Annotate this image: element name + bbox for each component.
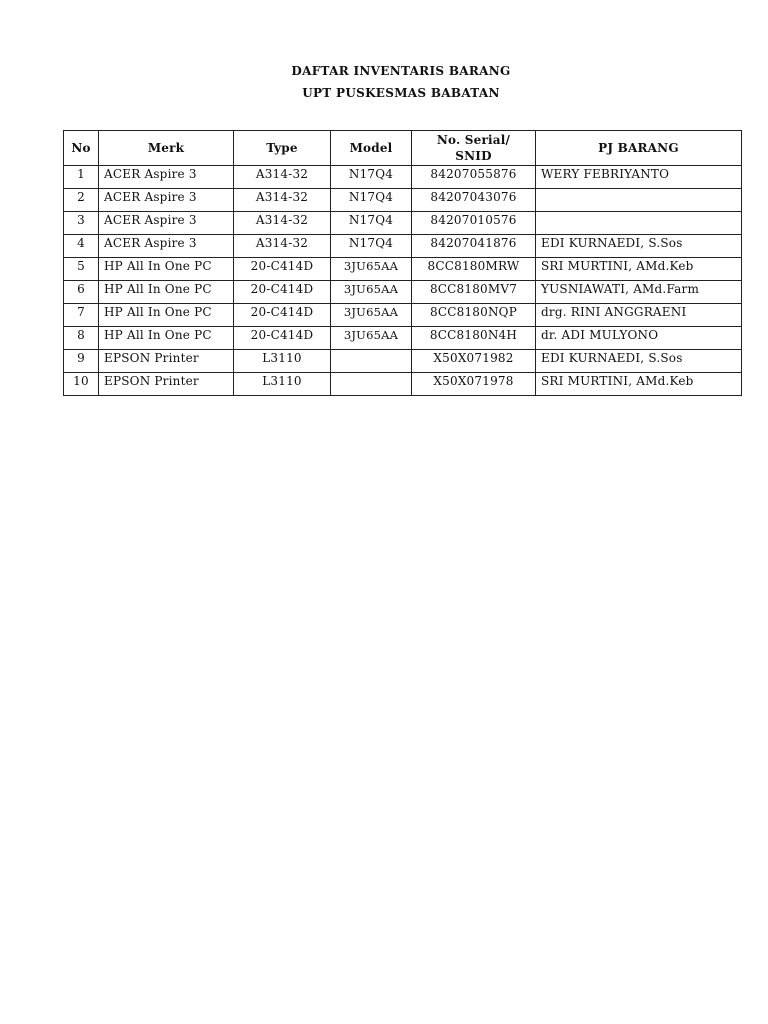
cell-pj: EDI KURNAEDI, S.Sos	[536, 350, 742, 373]
cell-serial: 84207043076	[412, 189, 536, 212]
cell-type: A314-32	[234, 235, 331, 258]
cell-merk: ACER Aspire 3	[99, 189, 234, 212]
header-serial-line1: No. Serial/	[436, 133, 511, 147]
table-header-row	[64, 131, 742, 166]
table-row	[64, 189, 742, 212]
header-pj: PJ BARANG	[536, 131, 742, 166]
cell-serial: 8CC8180N4H	[412, 327, 536, 350]
cell-model: N17Q4	[331, 166, 412, 189]
cell-model: 3JU65AA	[331, 304, 412, 327]
cell-model	[331, 350, 412, 373]
cell-serial: 8CC8180NQP	[412, 304, 536, 327]
cell-model	[331, 373, 412, 396]
cell-pj: drg. RINI ANGGRAENI	[536, 304, 742, 327]
cell-no: 2	[64, 189, 99, 212]
cell-pj: dr. ADI MULYONO	[536, 327, 742, 350]
cell-pj: SRI MURTINI, AMd.Keb	[536, 373, 742, 396]
cell-model: N17Q4	[331, 212, 412, 235]
cell-serial: 8CC8180MV7	[412, 281, 536, 304]
table-row	[64, 327, 742, 350]
cell-no: 3	[64, 212, 99, 235]
header-merk: Merk	[99, 131, 234, 166]
cell-serial: 84207010576	[412, 212, 536, 235]
cell-type: 20-C414D	[234, 281, 331, 304]
cell-no: 9	[64, 350, 99, 373]
cell-type: L3110	[234, 350, 331, 373]
cell-merk: HP All In One PC	[99, 327, 234, 350]
cell-no: 7	[64, 304, 99, 327]
cell-no: 1	[64, 166, 99, 189]
document-title: DAFTAR INVENTARIS BARANG	[291, 64, 511, 78]
cell-type: A314-32	[234, 212, 331, 235]
table-row	[64, 212, 742, 235]
table-row	[64, 258, 742, 281]
cell-type: L3110	[234, 373, 331, 396]
cell-no: 10	[64, 373, 99, 396]
cell-merk: HP All In One PC	[99, 304, 234, 327]
header-serial-line2: SNID	[455, 149, 492, 163]
cell-serial: X50X071982	[412, 350, 536, 373]
cell-type: 20-C414D	[234, 304, 331, 327]
cell-merk: ACER Aspire 3	[99, 212, 234, 235]
table-row	[64, 350, 742, 373]
cell-merk: EPSON Printer	[99, 350, 234, 373]
cell-type: 20-C414D	[234, 327, 331, 350]
cell-pj: SRI MURTINI, AMd.Keb	[536, 258, 742, 281]
cell-pj: YUSNIAWATI, AMd.Farm	[536, 281, 742, 304]
header-type: Type	[234, 131, 331, 166]
cell-serial: 84207055876	[412, 166, 536, 189]
cell-pj: WERY FEBRIYANTO	[536, 166, 742, 189]
cell-pj: EDI KURNAEDI, S.Sos	[536, 235, 742, 258]
cell-type: A314-32	[234, 166, 331, 189]
cell-merk: HP All In One PC	[99, 258, 234, 281]
header-no: No	[64, 131, 99, 166]
cell-model: 3JU65AA	[331, 258, 412, 281]
cell-pj	[536, 212, 742, 235]
cell-model: 3JU65AA	[331, 281, 412, 304]
cell-serial: 8CC8180MRW	[412, 258, 536, 281]
table-row	[64, 166, 742, 189]
cell-type: 20-C414D	[234, 258, 331, 281]
cell-model: N17Q4	[331, 189, 412, 212]
cell-no: 6	[64, 281, 99, 304]
cell-serial: 84207041876	[412, 235, 536, 258]
header-serial	[412, 131, 536, 166]
table-row	[64, 304, 742, 327]
table-row	[64, 235, 742, 258]
cell-type: A314-32	[234, 189, 331, 212]
cell-no: 8	[64, 327, 99, 350]
inventory-table	[63, 130, 742, 396]
table-row	[64, 281, 742, 304]
cell-model: 3JU65AA	[331, 327, 412, 350]
document-subtitle: UPT PUSKESMAS BABATAN	[302, 86, 500, 100]
cell-serial: X50X071978	[412, 373, 536, 396]
cell-model: N17Q4	[331, 235, 412, 258]
cell-merk: HP All In One PC	[99, 281, 234, 304]
cell-merk: ACER Aspire 3	[99, 166, 234, 189]
header-model: Model	[331, 131, 412, 166]
cell-merk: ACER Aspire 3	[99, 235, 234, 258]
title-block	[0, 60, 768, 104]
cell-pj	[536, 189, 742, 212]
table-row	[64, 373, 742, 396]
cell-merk: EPSON Printer	[99, 373, 234, 396]
cell-no: 4	[64, 235, 99, 258]
cell-no: 5	[64, 258, 99, 281]
